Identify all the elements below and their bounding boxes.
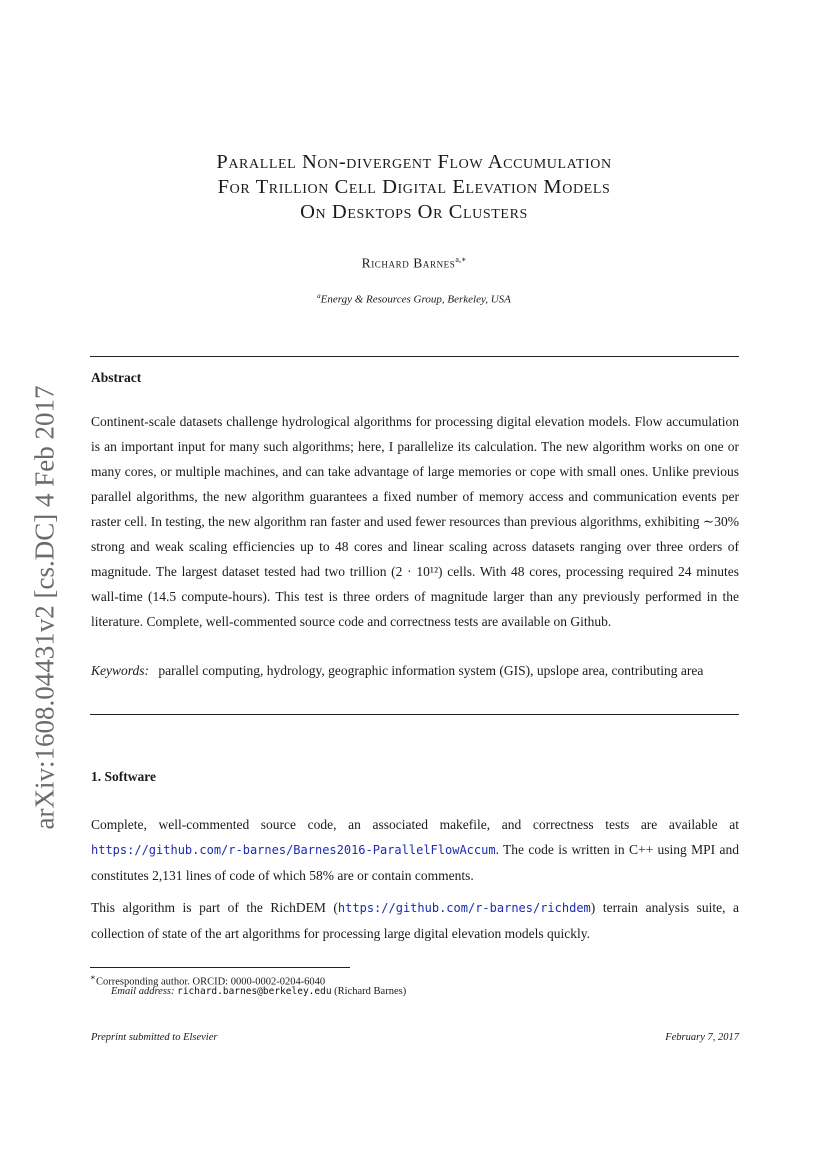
paragraph-text: Complete, well-commented source code, an associated makefile, and correctness tests are available at [91,817,739,832]
footnote-text: Corresponding author. ORCID: 0000-0002-0204-6040 [95,976,326,988]
arxiv-stamp-text: arXiv:1608.04431v2 [cs.DC] 4 Feb 2017 [29,385,60,830]
footer-left: Preprint submitted to Elsevier [91,1032,218,1043]
title-line: For Trillion Cell Digital Elevation Models [217,176,611,198]
abstract-top-rule [90,356,739,357]
footnote-rule [90,967,350,968]
keywords-label: Keywords: [91,663,149,678]
title-line: Parallel Non-divergent Flow Accumulation [216,151,612,173]
paragraph-text: . The code is written in C++ using MPI and constitutes 2,131 lines of code of which 58% are or contain comments. [91,842,739,883]
section-heading: 1. Software [91,769,156,784]
footnote-email [90,985,759,999]
software-paragraph [91,812,739,888]
arxiv-stamp [25,370,65,845]
author-marks: a,∗ [455,255,467,264]
author-line [90,255,738,272]
paragraph-text: This algorithm is part of the RichDEM ( [91,900,338,915]
footnote-mark: ∗ [90,972,96,982]
keywords [91,658,739,683]
abstract-bottom-rule [90,714,739,715]
abstract-body: Continent-scale datasets challenge hydrological algorithms for processing digital elevation models. Flow accumulation is an important input for many such algorithms; here, I parallelize its calculation. The new algorithm works on one or many cores, or multiple machines, and can take advantage of large memories or cope with small ones. Unlike previous parallel algorithms, the new algorithm guarantees a fixed number of memory access and communication events per raster cell. In testing, the new algorithm ran faster and used fewer resources than previous algorithms, exhibiting ∼30% strong and weak scaling efficiencies up to 48 cores and linear scaling across datasets ranging over three orders of magnitude. The largest dataset tested had two trillion (2 · 10¹²) cells. With 48 cores, processing required 24 minutes wall-time (14.5 compute-hours). This test is three orders of magnitude larger than any previously performed in the literature. Complete, well-commented source code and correctness tests are available on Github. [91,414,739,629]
email-after: (Richard Barnes) [331,986,407,997]
affiliation-mark: a [317,292,321,300]
author-name: Richard Barnes [361,255,456,271]
richdem-link[interactable]: https://github.com/r-barnes/richdem [337,901,591,915]
title-line: On Desktops Or Clusters [300,201,528,223]
affiliation [90,292,738,306]
email-label: Email address: [111,986,175,997]
paper-title [90,150,738,225]
abstract-heading: Abstract [91,370,142,385]
richdem-paragraph [91,895,739,946]
paragraph-text: ) terrain analysis suite, a collection of state of the art algorithms for processing large digital elevation models quickly. [91,900,739,941]
footer-right: February 7, 2017 [665,1032,739,1043]
keywords-text: parallel computing, hydrology, geographic information system (GIS), upslope area, contributing area [158,663,704,678]
affiliation-text: Energy & Resources Group, Berkeley, USA [320,293,511,306]
github-link[interactable]: https://github.com/r-barnes/Barnes2016-ParallelFlowAccum [91,843,496,857]
email-address[interactable]: richard.barnes@berkeley.edu [177,986,332,997]
